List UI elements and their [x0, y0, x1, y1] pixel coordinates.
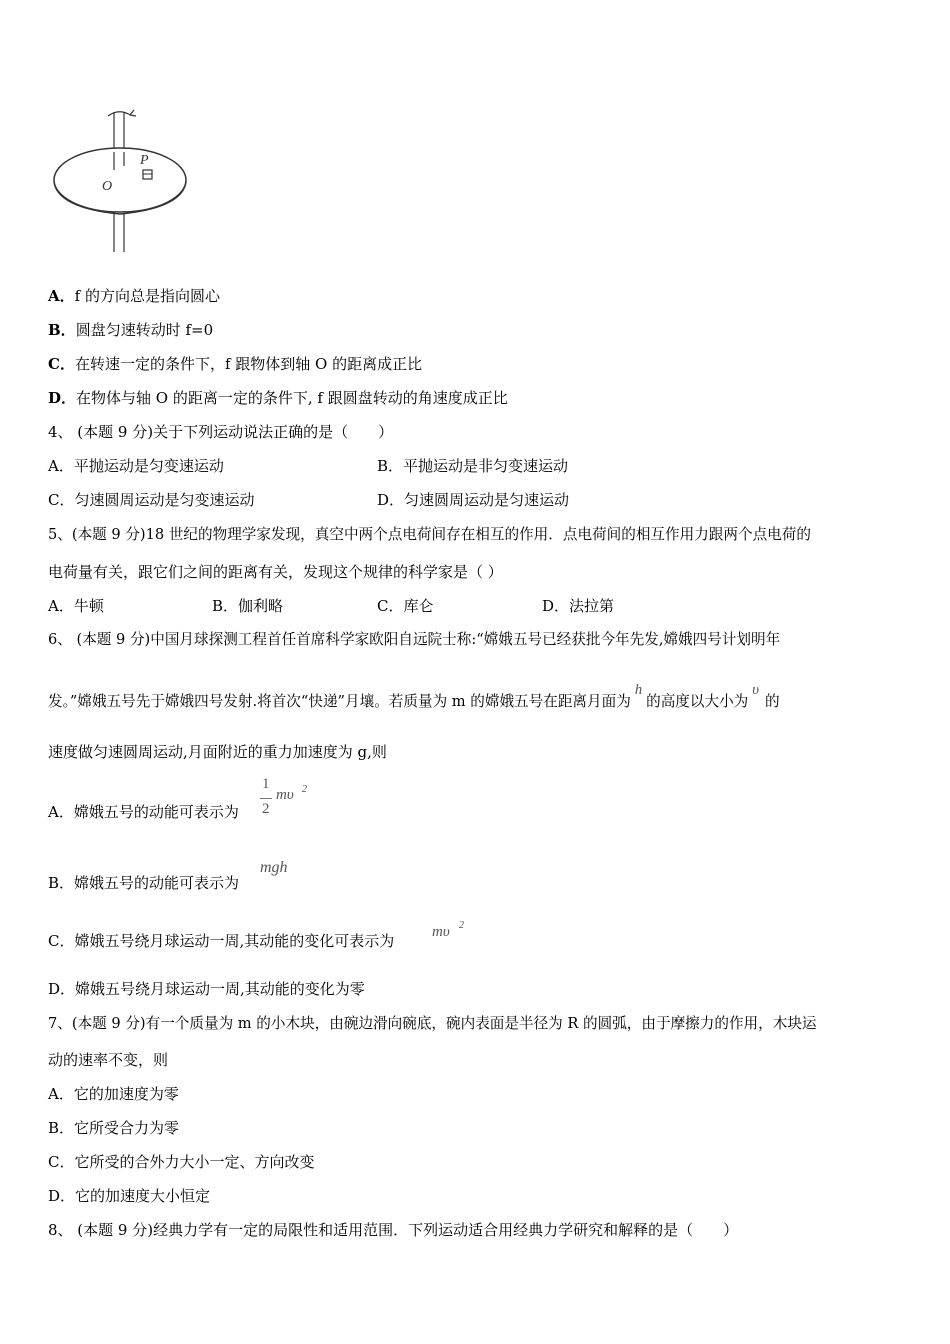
q7-option-c: C．它所受的合外力大小一定、方向改变	[48, 1153, 315, 1171]
v-symbol: υ	[752, 682, 759, 698]
frac-bar	[260, 798, 272, 799]
a-expression: mυ	[276, 787, 294, 803]
q6-stem-line2: 发。”嫦娥五号先于嫦娥四号发射.将首次“快递”月壤。若质量为 m 的嫦娥五号在距离月面为h的高度以大小为υ的	[48, 682, 780, 710]
q6-option-b: B．嫦娥五号的动能可表示为	[48, 874, 240, 892]
q7-option-b: B．它所受合力为零	[48, 1119, 180, 1137]
q7-option-d: D．它的加速度大小恒定	[48, 1187, 211, 1205]
q3-option-b: B．圆盘匀速转动时 f=0	[48, 321, 214, 339]
q6-stem-line1: 6、 (本题 9 分)中国月球探测工程首任首席科学家欧阳自远院士称:“嫦娥五号已经获批今年先发,嫦娥四号计划明年	[48, 631, 781, 648]
c-exponent: 2	[459, 920, 464, 931]
q6-stem-line3: 速度做匀速圆周运动,月面附近的重力加速度为 g,则	[48, 743, 387, 761]
q4-option-a: A．平抛运动是匀变速运动	[48, 457, 224, 475]
c-expression: mυ	[432, 924, 450, 940]
q3-option-d: D．在物体与轴 O 的距离一定的条件下, f 跟圆盘转动的角速度成正比	[48, 389, 508, 407]
q5-stem-line1: 5、(本题 9 分)18 世纪的物理学家发现，真空中两个点电荷间存在相互的作用．点电荷间的相互作用力跟两个点电荷的	[48, 526, 811, 543]
q5-option-d: D．法拉第	[542, 597, 615, 615]
disk-diagram	[48, 104, 194, 254]
q3-option-a: A．f 的方向总是指向圆心	[48, 287, 220, 305]
q7-option-a: A．它的加速度为零	[48, 1085, 179, 1103]
frac-numerator: 1	[262, 776, 270, 792]
q5-stem-line2: 电荷量有关，跟它们之间的距离有关，发现这个规律的科学家是（ ）	[48, 563, 503, 581]
q8-stem: 8、 (本题 9 分)经典力学有一定的局限性和适用范围．下列运动适合用经典力学研究和解释的是（ ）	[48, 1221, 739, 1239]
q6-option-c: C．嫦娥五号绕月球运动一周,其动能的变化可表示为	[48, 932, 395, 950]
q5-option-c: C．库仑	[377, 597, 434, 615]
q6-option-a: A．嫦娥五号的动能可表示为	[48, 803, 239, 821]
b-expression: mgh	[260, 859, 288, 876]
frac-denominator: 2	[262, 801, 270, 817]
q4-option-c: C．匀速圆周运动是匀变速运动	[48, 491, 255, 509]
q4-stem: 4、 (本题 9 分)关于下列运动说法正确的是（ ）	[48, 423, 394, 441]
q4-option-b: B．平抛运动是非匀变速运动	[377, 457, 569, 475]
label-p: P	[140, 153, 149, 168]
q5-option-a: A．牛顿	[48, 597, 104, 615]
q3-option-c: C．在转速一定的条件下，f 跟物体到轴 O 的距离成正比	[48, 355, 423, 373]
a-exponent: 2	[302, 784, 307, 795]
q7-stem-line1: 7、(本题 9 分)有一个质量为 m 的小木块，由碗边滑向碗底，碗内表面是半径为 R 的圆弧，由于摩擦力的作用，木块运	[48, 1015, 817, 1032]
label-o: O	[102, 179, 113, 194]
h-symbol: h	[634, 682, 643, 698]
rotating-disk-figure	[48, 104, 194, 254]
q6-option-d: D．嫦娥五号绕月球运动一周,其动能的变化为零	[48, 980, 365, 998]
q7-stem-line2: 动的速率不变，则	[48, 1051, 169, 1069]
q4-option-d: D．匀速圆周运动是匀速运动	[377, 491, 570, 509]
q5-option-b: B．伽利略	[212, 597, 284, 615]
